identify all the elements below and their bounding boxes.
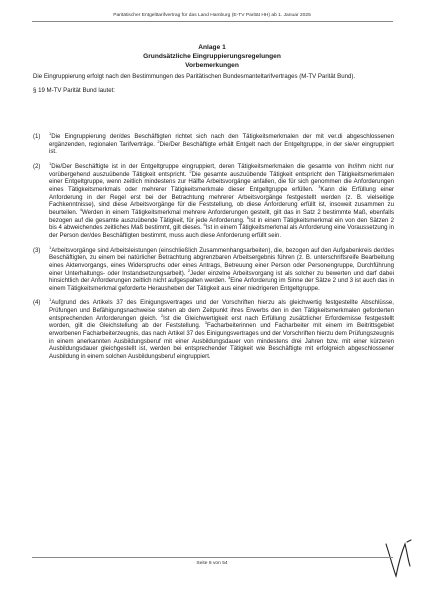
section-heading: Vorbemerkungen <box>185 62 239 70</box>
sentence-number: 6 <box>203 222 206 228</box>
sentence-text: Die/Der Beschäftigte erhält Entgelt nach der Entgeltgruppe, in der sie/er eingruppiert ist. <box>49 140 394 156</box>
sentence-text: Die Eingruppierung der/des Beschäftigten richtet sich nach den Tätigkeitsmerkmalen der mit ver.di abgeschlossenen ergänzenden, regionalen Tarifverträge. <box>49 133 394 148</box>
clause-number: (1) <box>33 133 41 140</box>
sentence-text: Aufgrund des Artikels 37 des Einigungsvertrages und der Vorschriften hierzu als gleichwertig festgestellte Abschlüsse, Prüfungen und Befähigungsnachweise stehen ab dem Zeitpunkt ihres Erwerbs den in den Tätigkeitsmerkmalen geforderten entsprechenden Anforderungen gleich. <box>49 299 394 322</box>
header-divider <box>32 21 393 22</box>
handwritten-signature <box>383 538 415 580</box>
sentence-number: 2 <box>187 267 191 273</box>
clause-number: (2) <box>33 162 41 170</box>
clause-text <box>49 299 394 360</box>
sentence-number: 3 <box>318 183 321 189</box>
sentence-number: 4 <box>79 206 82 212</box>
sentence-number: 1 <box>49 160 52 166</box>
intro <box>33 73 393 101</box>
sentence-text: Arbeitsvorgänge sind Arbeitsleistungen (einschließlich Zusammenhangsarbeiten), die, bezogen auf den Aufgabenkreis der/des Beschäftigten, zu einem bei natürlicher Betrachtung abgrenzbaren Arbeitsergebnis führen (z. B. unterschriftsreife Bearbeitung eines Aktenvorgangs, eines Widerspruchs oder eines Antrags, Betreuung einer Person oder Personengruppe, Durchführung einer Unterhaltungs- oder Instandsetzungsarbeit). <box>49 246 394 277</box>
sentence-number: 5 <box>246 214 249 220</box>
sentence-text: Die gesamte auszuübende Tätigkeit entspricht den Tätigkeitsmerkmalen einer Entgeltgruppe, wenn zeitlich mindestens zur Hälfte Arbeitsvorgänge anfallen, die für sich genommen die Anforderungen eines Tätigkeitsmerkmals oder mehrerer Tätigkeitsmerkmale dieser Entgeltgruppe erfüllen. <box>49 170 394 193</box>
sentence-number: 1 <box>49 244 52 250</box>
clause-item <box>33 244 394 293</box>
clause-number: (3) <box>33 246 41 254</box>
sentence-text: Die/Der Beschäftigte ist in der Entgeltgruppe eingruppiert, deren Tätigkeitsmerkmalen die gesamte von ihr/ihm nicht nur vorübergehend auszuübende Tätigkeit entspricht. <box>49 162 394 178</box>
clause-item <box>33 299 394 360</box>
clause-list <box>33 130 395 368</box>
intro-paragraph: Die Eingruppierung erfolgt nach den Bestimmungen des Paritätischen Bundesmanteltarifvertrages (M-TV Parität Bund). <box>33 73 356 80</box>
sentence-text: Ist die Gleichwertigkeit erst nach Erfüllung zusätzlicher Erfordernisse festgestellt worden, gilt die Gleichstellung ab der Feststellung. <box>49 314 394 330</box>
sentence-text: Kann die Erfüllung einer Anforderung in der Regel erst bei der Betrachtung mehrerer Arbeitsvorgänge festgestellt werden (z. B. vielseitige Fachkenntnisse), sind diese Arbeitsvorgänge für die Feststellung, ob diese Anforderung erfüllt ist, insoweit zusammen zu beurteilen. <box>49 185 395 216</box>
sentence-text: Jeder einzelne Arbeitsvorgang ist als solcher zu bewerten und darf dabei hinsichtlich der Anforderungen zeitlich nicht aufgespalten werden. <box>49 269 394 285</box>
paragraph-reference: § 19 M-TV Parität Bund lautet: <box>33 87 115 95</box>
sentence-number: 1 <box>49 130 52 136</box>
sentence-number: 1 <box>49 297 52 303</box>
sentence-number: 3 <box>204 320 207 326</box>
sentence-number: 3 <box>228 275 231 281</box>
sentence-number: 2 <box>160 312 164 318</box>
footer-divider <box>32 557 393 558</box>
clause-number: (4) <box>33 299 41 307</box>
title-block <box>0 43 424 70</box>
sentence-text: Ist in einem Tätigkeitsmerkmal als Anforderung eine Voraussetzung in der Person der/des Beschäftigten bestimmt, muss auch diese Anforderung erfüllt sein. <box>49 224 394 239</box>
clause-text <box>49 160 395 240</box>
clause-text <box>49 244 394 293</box>
sentence-number: 2 <box>157 138 160 144</box>
sentence-text: Eine Anforderung im Sinne der Sätze 2 und 3 ist auch das in einem Tätigkeitsmerkmal geforderte Herausheben der Tätigkeit aus einer niedrigeren Entgeltgruppe. <box>49 277 394 292</box>
sentence-text: Werden in einem Tätigkeitsmerkmal mehrere Anforderungen gestellt, gilt das in Satz 2 bestimmte Maß, ebenfalls bezogen auf die gesamte auszuübende Tätigkeit, für jede Anforderung. <box>49 208 395 224</box>
sentence-text: Ist in einem Tätigkeitsmerkmal ein von den Sätzen 2 bis 4 abweichendes zeitliches Maß bestimmt, gilt dieses. <box>49 216 394 232</box>
page-footer: Seite 8 von 54 <box>196 561 228 566</box>
annex-subtitle: Grundsätzliche Eingruppierungsregelungen <box>143 53 281 61</box>
sentence-text: Facharbeiterinnen und Facharbeiter mit einem im Beitrittsgebiet erworbenen Facharbeiterzeugnis, das nach Artikel 37 des Einigungsvertrages und der Vorschriften hierzu dem Prüfungszeugnis in einem anerkannten Ausbildungsberuf mit einer Ausbildungsdauer von mindestens drei Jahren bzw. mit einer kürzeren Ausbildungsdauer gleichgestellt ist, werden bei entsprechender Tätigkeit wie Beschäftigte mit erfolgreich abgeschlossener Ausbildung in einem solchen Ausbildungsberuf eingruppiert. <box>49 322 394 361</box>
clause-text <box>49 130 394 156</box>
sentence-number: 2 <box>189 168 192 174</box>
page-header: Paritätischer Entgelttarifvertrag für das Land Hamburg (E-TV Parität HH) ab 1. Januar 2025 <box>113 13 311 18</box>
clause-item <box>33 160 395 240</box>
clause-item <box>33 130 394 156</box>
annex-title: Anlage 1 <box>198 44 226 51</box>
